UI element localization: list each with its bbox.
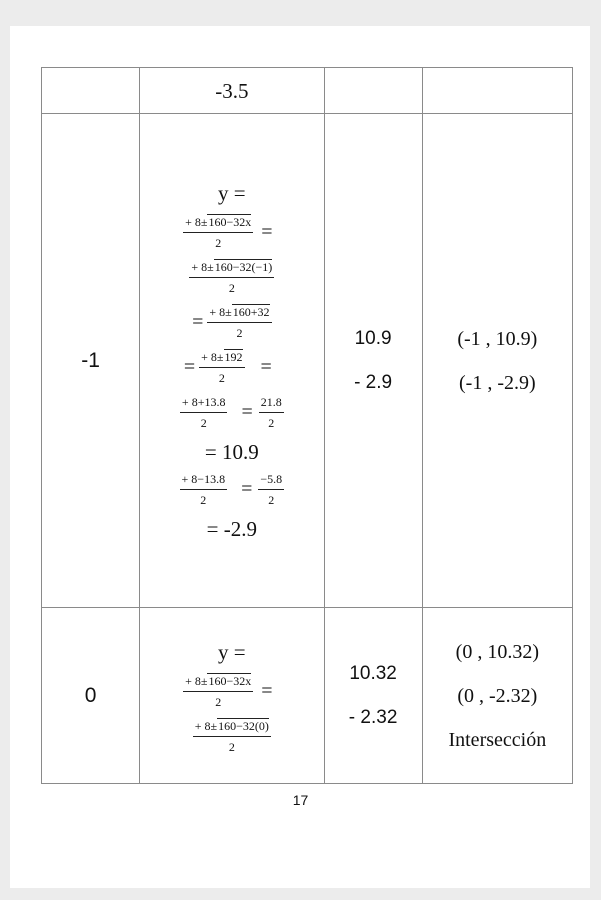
fraction: $\frac{+ 8\pm 160-32(-1)}{2}$ xyxy=(191,259,273,295)
result-2: = -2.9 xyxy=(206,516,258,541)
intersection-label: Intersección xyxy=(448,728,547,751)
fraction: $\frac{+ 8+13.8}{2}$ xyxy=(181,394,226,430)
fraction: $\frac{21.8}{2}$ xyxy=(260,394,282,430)
point: (0 , 10.32) xyxy=(455,640,539,663)
step-1: $\frac{+ 8\pm 160-32x}{2}$ = xyxy=(185,673,273,709)
fraction: $\frac{+ 8\pm 160-32(0)}{2}$ xyxy=(194,718,269,754)
step-2 xyxy=(140,719,323,754)
values-cell xyxy=(324,68,422,114)
calculation-table xyxy=(41,67,573,784)
fraction: $\frac{+ 8\pm 160+32}{2}$ xyxy=(209,304,270,340)
y-value: 10.32 xyxy=(349,662,397,684)
points-cell xyxy=(422,608,572,784)
fraction: $\frac{+ 8\pm 192}{2}$ xyxy=(201,349,243,385)
y-cell xyxy=(140,608,324,784)
points-cell xyxy=(422,114,572,608)
point: (-1 , -2.9) xyxy=(459,371,536,394)
step-5: $\frac{+ 8+13.8}{2}$ = $\frac{21.8}{2}$ xyxy=(181,394,282,430)
table-row xyxy=(42,68,573,114)
step-2 xyxy=(140,260,323,295)
x-cell xyxy=(42,608,140,784)
values-cell xyxy=(324,608,422,784)
step-6: $\frac{+ 8-13.8}{2}$ = $\frac{-5.8}{2}$ xyxy=(181,471,283,507)
y-value: - 2.32 xyxy=(348,706,398,728)
x-value: 0 xyxy=(84,683,97,707)
table-row xyxy=(42,608,573,784)
x-value: -1 xyxy=(81,348,100,372)
point: (0 , -2.32) xyxy=(457,684,538,707)
fraction: $\frac{+ 8\pm 160-32x}{2}$ xyxy=(185,673,252,709)
y-result: -3.5 xyxy=(215,78,249,103)
y-equals: y = xyxy=(218,180,246,205)
point: (-1 , 10.9) xyxy=(457,327,538,350)
y-value: 10.9 xyxy=(354,327,392,349)
table-row xyxy=(42,114,573,608)
page-number: 17 xyxy=(292,792,309,808)
x-cell xyxy=(42,114,140,608)
y-cell xyxy=(140,114,324,608)
x-cell xyxy=(42,68,140,114)
points-cell xyxy=(422,68,572,114)
values-cell xyxy=(324,114,422,608)
fraction: $\frac{+ 8\pm 160-32x}{2}$ xyxy=(185,214,252,250)
step-1: $\frac{+ 8\pm 160-32x}{2}$ = xyxy=(185,214,273,250)
fraction: $\frac{-5.8}{2}$ xyxy=(260,471,283,507)
fraction: $\frac{+ 8-13.8}{2}$ xyxy=(181,471,226,507)
step-3: = $\frac{+ 8\pm 160+32}{2}$ xyxy=(192,304,270,340)
result-1: = 10.9 xyxy=(204,439,259,464)
y-cell xyxy=(140,68,324,114)
y-value: - 2.9 xyxy=(354,371,393,393)
y-equals: y = xyxy=(218,639,246,664)
step-4: = $\frac{+ 8\pm 192}{2}$ = xyxy=(183,349,272,385)
